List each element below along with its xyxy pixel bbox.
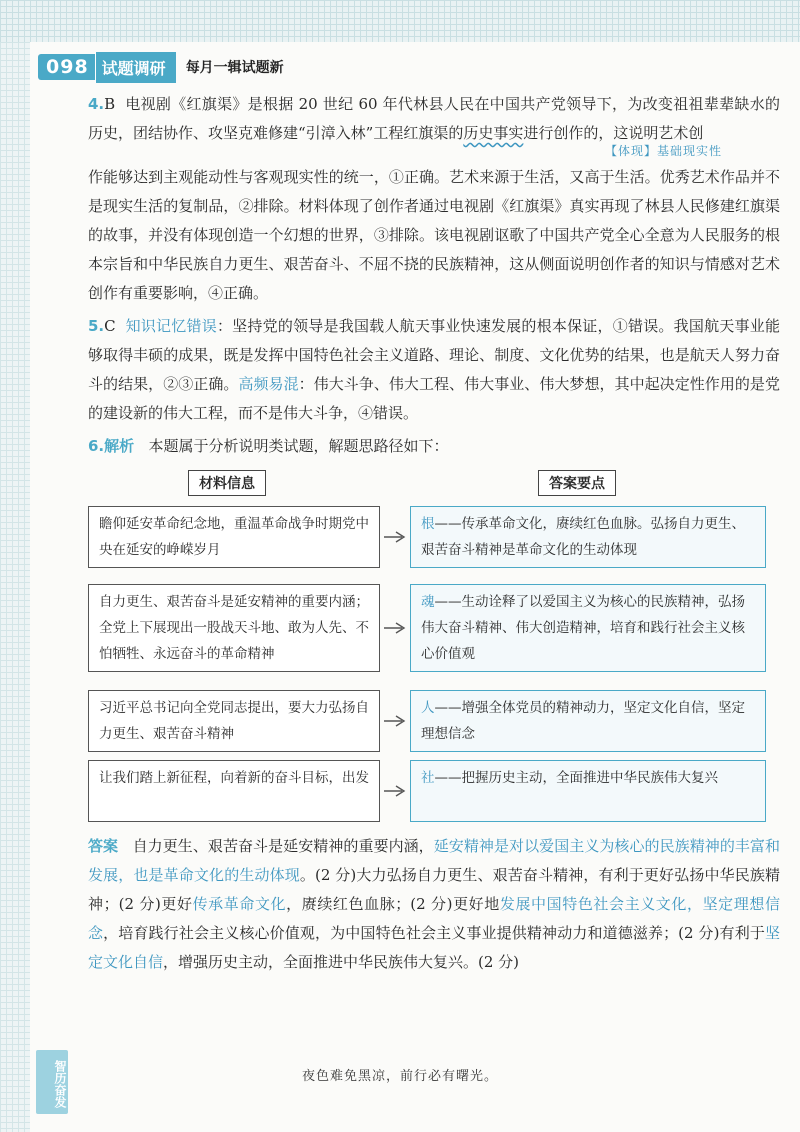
answer-block: [88, 832, 780, 977]
section-title: 试题调研: [95, 52, 176, 83]
page-number: 098: [38, 54, 95, 80]
grid-left-border: [0, 42, 30, 1132]
q5-text-1: ：坚持党的领导是我国载人航天事业快速发展的根本保证，①错误。我国航天事业能够取得丰硕的成果，既是发挥中国特色社会主义道路、理论、制度、文化优势的结果，也是航天人努力奋斗的结果，②③正确。: [88, 317, 780, 393]
arrow-right-icon: [384, 715, 406, 727]
arrow-right-icon: [384, 785, 406, 797]
handwritten-note: 【体现】基础现实性: [604, 144, 722, 158]
q5-text-2: ：伟大斗争、伟大工程、伟大事业、伟大梦想，其中起决定性作用的是党的建设新的伟大工程，而不是伟大斗争，④错误。: [88, 375, 780, 422]
answer-label: 答案: [88, 837, 119, 855]
answer-text: 自力更生、艰苦奋斗是延安精神的重要内涵，: [132, 837, 434, 855]
material-box-2: 自力更生、艰苦奋斗是延安精神的重要内涵；全党上下展现出一股战天斗地、敢为人先、不怕牺牲、永远奋斗的革命精神: [88, 584, 380, 672]
side-stamp: 智历奋发: [36, 1050, 68, 1114]
answer-highlight: 传承革命文化: [192, 895, 287, 913]
answer-text: ，培育践行社会主义核心价值观，为中国特色社会主义事业提供精神动力和道德滋养；(2 分)有利于: [103, 924, 765, 942]
point-box-4: [410, 760, 766, 822]
confusion-tag: 高频易混: [238, 375, 299, 393]
analysis-intro: 本题属于分析说明类试题，解题思路径如下：: [148, 437, 449, 455]
question-number: 4.: [88, 95, 105, 113]
material-box-4: 让我们踏上新征程，向着新的奋斗目标，出发: [88, 760, 380, 822]
answer-text: 。(2 分)大力弘扬自力更生、艰苦奋斗精神，有利于更好弘扬中华民族精神；(2 分)更好: [88, 866, 780, 913]
page-header: [38, 52, 284, 82]
point-text: ——把握历史主动，全面推进中华民族伟大复兴: [434, 770, 718, 786]
point-text: ——传承革命文化，赓续红色血脉。弘扬自力更生、艰苦奋斗精神是革命文化的生动体现: [421, 516, 745, 558]
q4-text-2: 作能够达到主观能动性与客观现实性的统一，①正确。艺术来源于生活，又高于生活。优秀艺术作品并不是现实生活的复制品，②排除。材料体现了创作者通过电视剧《红旗渠》真实再现了林县人民修建红旗渠的故事，并没有体现创造一个幻想的世界，③排除。该电视剧讴歌了中国共产党全心全意为人民服务的根本宗旨和中华民族自力更生、艰苦奋斗、不屈不挠的民族精神，这从侧面说明创作者的知识与情感对艺术创作有重要影响，④正确。: [88, 168, 780, 302]
answer-highlight: 延安精神是对以爱国主义为核心的民族精神的丰富和发展，也是革命文化的生动体现: [88, 837, 780, 884]
answer-letter: B: [104, 95, 116, 113]
point-box-2: [410, 584, 766, 672]
footer-motto: 夜色难免黑凉，前行必有曙光。: [301, 1069, 498, 1084]
question-5: [88, 312, 780, 428]
point-text: ——生动诠释了以爱国主义为核心的民族精神，弘扬伟大奋斗精神、伟大创造精神，培育和践行社会主义核心价值观: [421, 594, 745, 662]
left-column-header: 材料信息: [188, 470, 266, 496]
answer-highlight: 发展中国特色社会主义文化，坚定理想信念: [88, 895, 780, 942]
material-box-1: 瞻仰延安革命纪念地，重温革命战争时期党中央在延安的峥嵘岁月: [88, 506, 380, 568]
page-content: [88, 90, 780, 981]
point-box-3: [410, 690, 766, 752]
q4-text-1: 电视剧《红旗渠》是根据 20 世纪 60 年代林县人民在中国共产党领导下，为改变祖祖辈辈缺水的历史，团结协作、攻坚克难修建“引漳入林”工程红旗渠的: [88, 95, 780, 142]
analysis-label: 解析: [104, 437, 135, 455]
q4-marked-text: 历史事实: [463, 124, 524, 142]
header-tagline: 每月一辑试题新: [185, 60, 284, 76]
arrow-right-icon: [384, 622, 406, 634]
answer-highlight: 坚定文化自信: [88, 924, 780, 971]
point-key: 人: [421, 700, 435, 716]
point-key: 魂: [421, 594, 435, 610]
grid-top-border: [0, 0, 800, 42]
question-4: [88, 90, 780, 308]
point-box-1: [410, 506, 766, 568]
material-box-3: 习近平总书记向全党同志提出，要大力弘扬自力更生、艰苦奋斗精神: [88, 690, 380, 752]
point-key: 根: [421, 516, 435, 532]
q4-text-1-end: 进行创作的，这说明艺术创: [523, 124, 704, 142]
question-number: 5.: [88, 317, 105, 335]
arrow-right-icon: [384, 531, 406, 543]
point-text: ——增强全体党员的精神动力，坚定文化自信，坚定理想信念: [421, 700, 745, 742]
answer-text: ，赓续红色血脉；(2 分)更好地: [286, 895, 500, 913]
answer-text: ，增强历史主动，全面推进中华民族伟大复兴。(2 分): [163, 953, 520, 971]
right-column-header: 答案要点: [538, 470, 616, 496]
answer-letter: C: [104, 317, 116, 335]
point-key: 社: [421, 770, 435, 786]
reasoning-diagram: [88, 466, 780, 822]
error-tag: 知识记忆错误: [125, 317, 217, 335]
question-number: 6.: [88, 437, 105, 455]
question-6: [88, 432, 780, 977]
